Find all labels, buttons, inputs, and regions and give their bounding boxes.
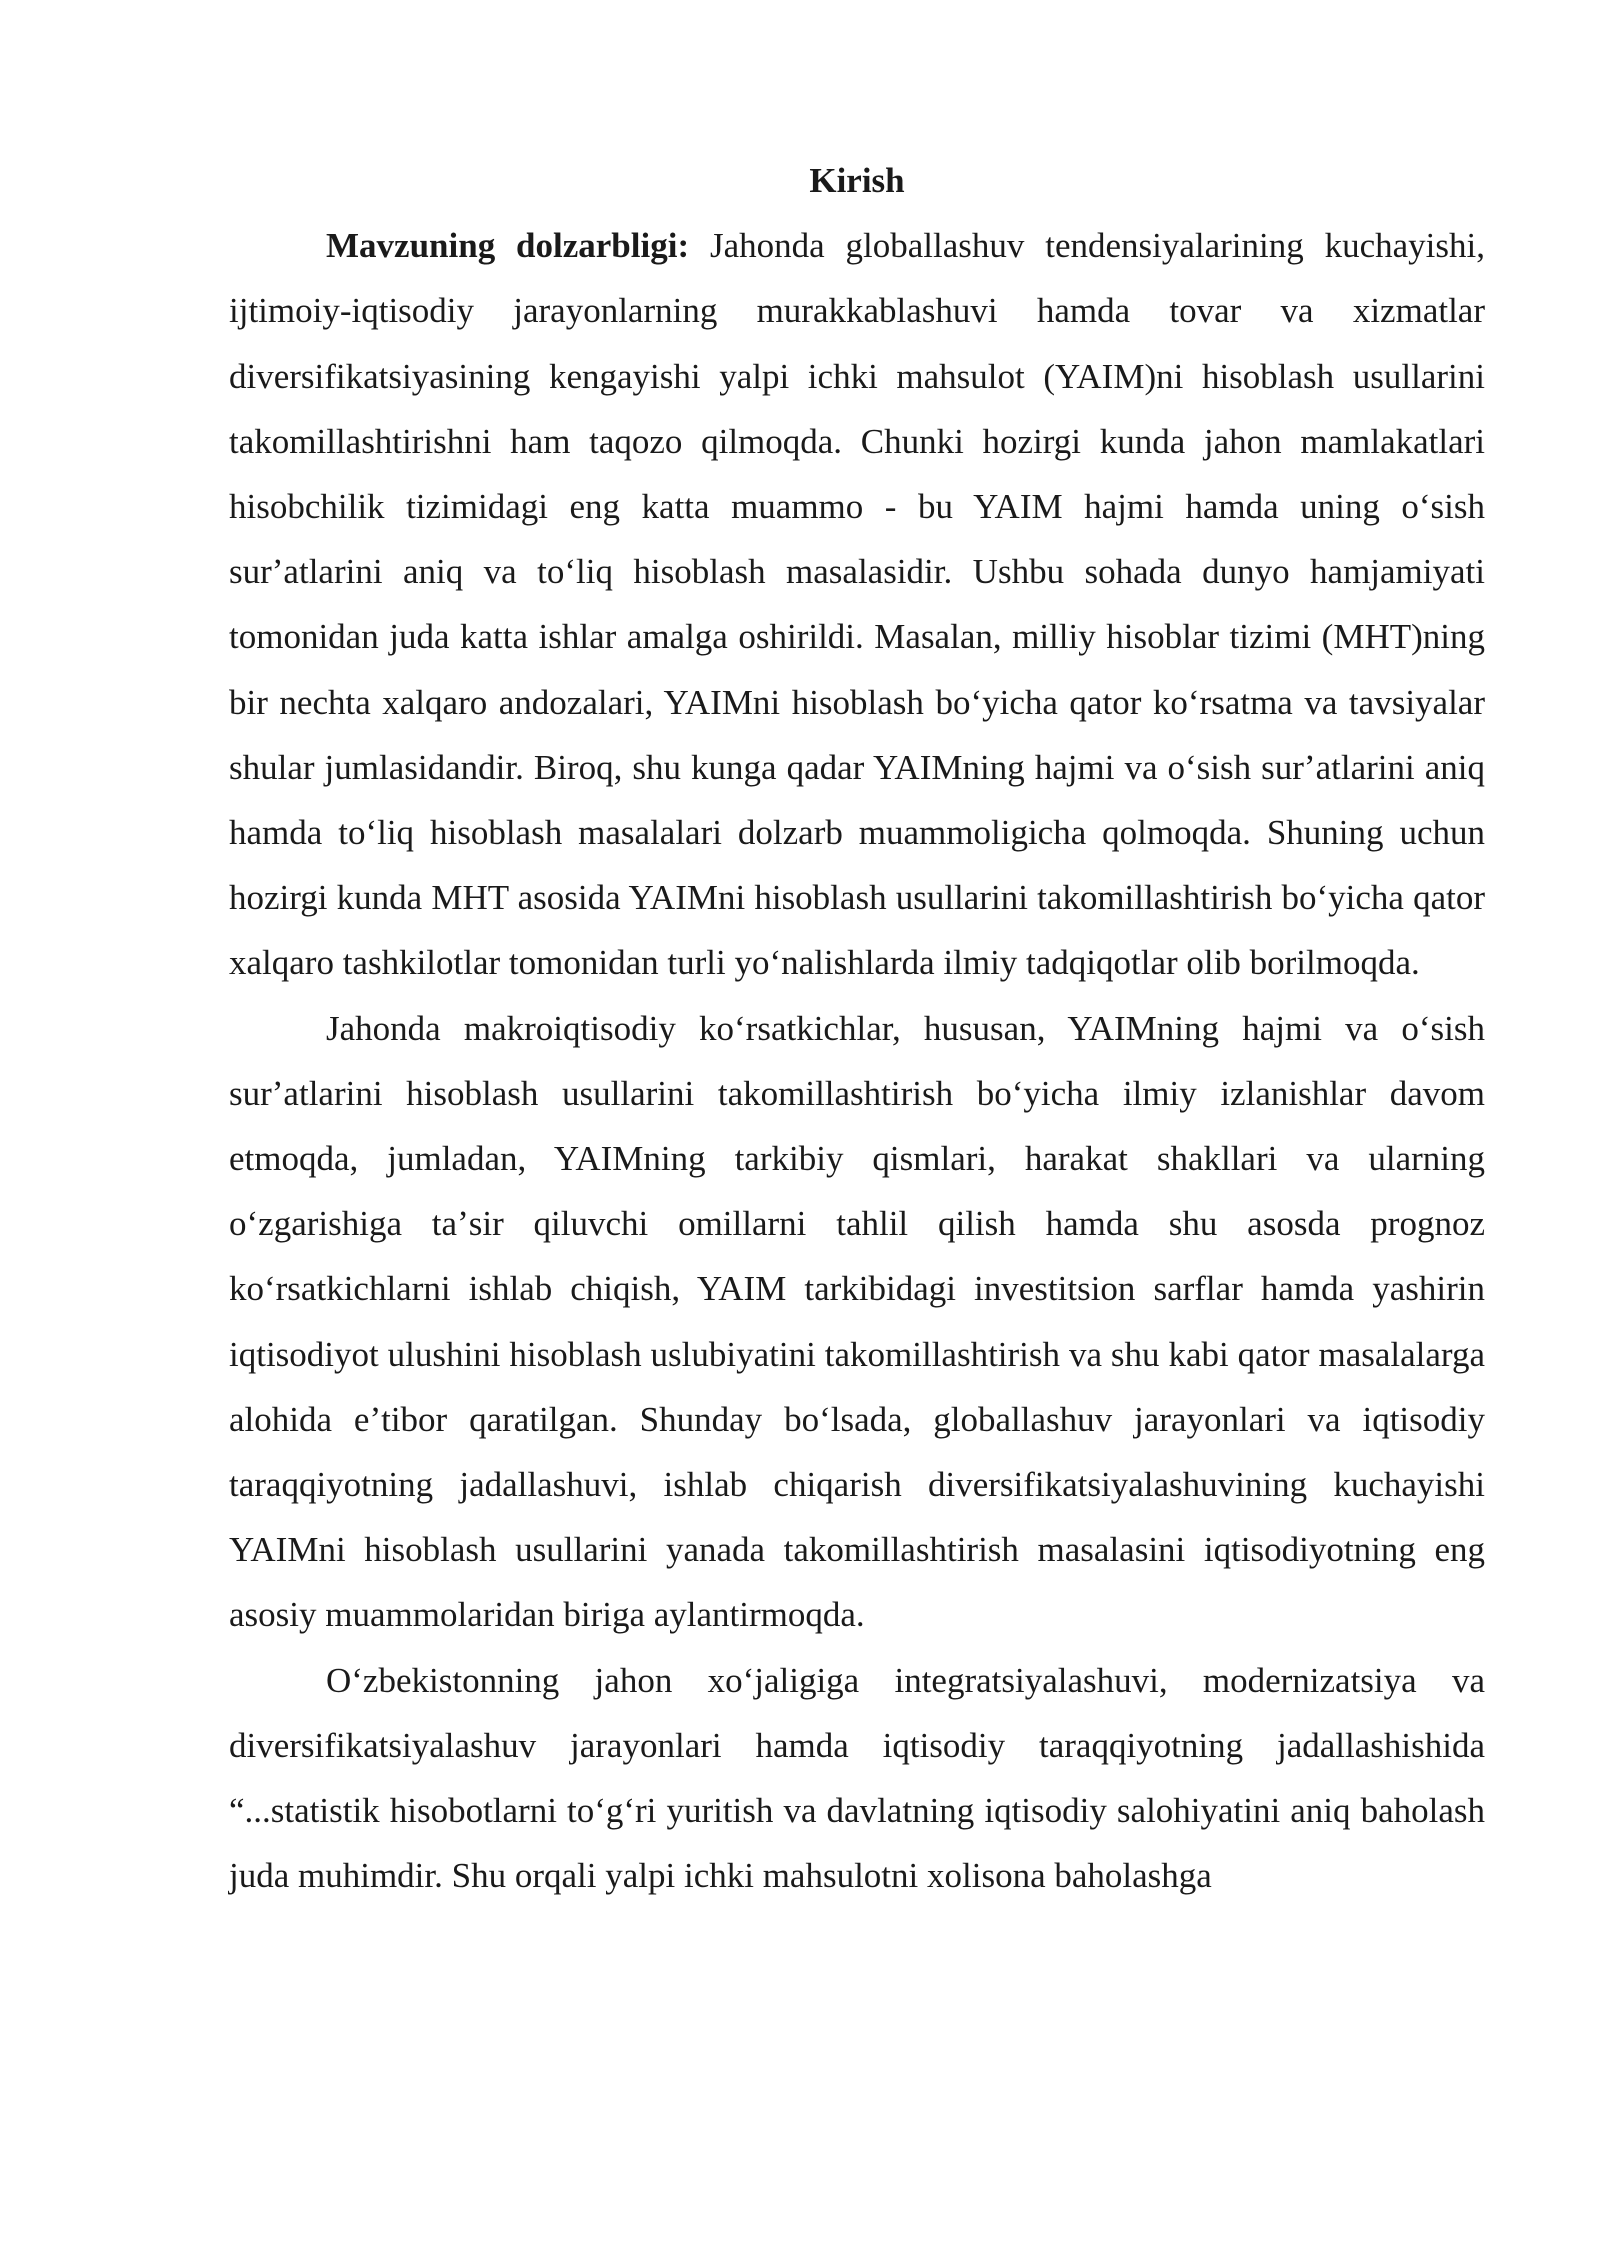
paragraph-text: Oʻzbekistonning jahon xoʻjaligiga integratsiyalashuvi, modernizatsiya va diversifikatsiyalashuv jarayonlari hamda iqtisodiy taraqqiyotning jadallashishida “...statistik hisobotlarni toʻgʻri yuritish va davlatning iqtisodiy salohiyatini aniq baholash juda muhimdir. Shu orqali yalpi ichki mahsulotni xolisona baholashga — [229, 1660, 1485, 1896]
paragraph-text: Jahonda globallashuv tendensiyalarining kuchayishi, ijtimoiy-iqtisodiy jarayonlarning murakkablashuvi hamda tovar va xizmatlar diversifikatsiyasining kengayishi yalpi ichki mahsulot (YAIM)ni hisoblash usullarini takomillashtirishni ham taqozo qilmoqda. Chunki hozirgi kunda jahon mamlakatlari hisobchilik tizimidagi eng katta muammo - bu YAIM hajmi hamda uning oʻsish surʼatlarini aniq va toʻliq hisoblash masalasidir. Ushbu sohada dunyo hamjamiyati tomonidan juda katta ishlar amalga oshirildi. Masalan, milliy hisoblar tizimi (MHT)ning bir nechta xalqaro andozalari, YAIMni hisoblash boʻyicha qator koʻrsatma va tavsiyalar shular jumlasidandir. Biroq, shu kunga qadar YAIMning hajmi va oʻsish surʼatlarini aniq hamda toʻliq hisoblash masalalari dolzarb muammoligicha qolmoqda. Shuning uchun hozirgi kunda MHT asosida YAIMni hisoblash usullarini takomillashtirish boʻyicha qator xalqaro tashkilotlar tomonidan turli yoʻnalishlarda ilmiy tadqiqotlar olib borilmoqda. — [229, 226, 1485, 983]
paragraph-relevance — [229, 213, 1485, 995]
document-body — [229, 148, 1485, 1908]
paragraph-macro-indicators — [229, 996, 1485, 1648]
paragraph-lead: Mavzuning dolzarbligi: — [326, 226, 690, 266]
paragraph-uzbekistan — [229, 1648, 1485, 1909]
paragraph-text: Jahonda makroiqtisodiy koʻrsatkichlar, hususan, YAIMning hajmi va oʻsish surʼatlarini hisoblash usullarini takomillashtirish boʻyicha ilmiy izlanishlar davom etmoqda, jumladan, YAIMning tarkibiy qismlari, harakat shakllari va ularning oʻzgarishiga taʼsir qiluvchi omillarni tahlil qilish hamda shu asosda prognoz koʻrsatkichlarni ishlab chiqish, YAIM tarkibidagi investitsion sarflar hamda yashirin iqtisodiyot ulushini hisoblash uslubiyatini takomillashtirish va shu kabi qator masalalarga alohida eʼtibor qaratilgan. Shunday boʻlsada, globallashuv jarayonlari va iqtisodiy taraqqiyotning jadallashuvi, ishlab chiqarish diversifikatsiyalashuvining kuchayishi YAIMni hisoblash usullarini yanada takomillashtirish masalasini iqtisodiyotning eng asosiy muammolaridan biriga aylantirmoqda. — [229, 1008, 1485, 1635]
section-title: Kirish — [809, 161, 905, 200]
